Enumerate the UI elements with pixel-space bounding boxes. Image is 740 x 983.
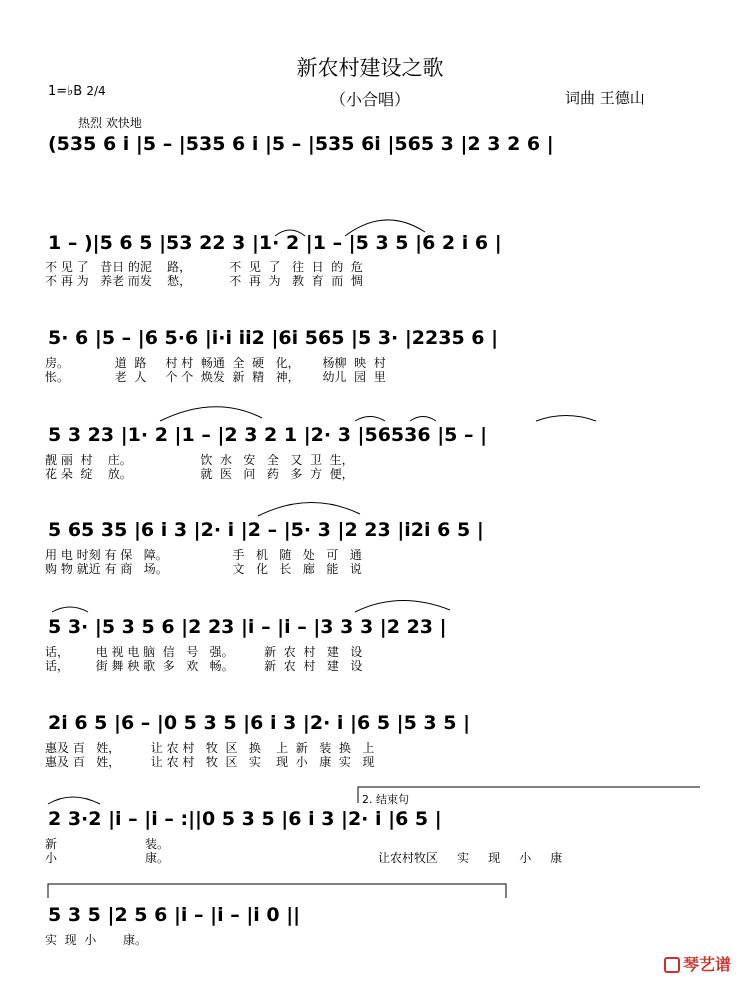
slur-mark bbox=[48, 797, 100, 804]
watermark-text: 琴艺谱 bbox=[683, 955, 732, 974]
lyrics-row-6-verse-2: 话， 街 舞 秧 歌 多 欢 畅。 新 农 村 建 设 bbox=[45, 659, 363, 673]
lyrics-row-6-verse-1: 话， 电 视 电 脑 信 号 强。 新 农 村 建 设 bbox=[45, 645, 363, 659]
notation-row-4: 5 3 23 |1· 2 |1 – |2 3 2 1 |2· 3 |56536 |5 – | bbox=[48, 424, 488, 446]
lyrics-row-2-verse-1: 不 见 了 昔日 的泥 路， 不 见 了 往 日 的 危 bbox=[45, 260, 363, 274]
notation-row-6: 5 3· |5 3 5 6 |2 23 |i – |i – |3 3 3 |2 23 | bbox=[48, 616, 447, 638]
lyrics-row-4-verse-2: 花 朵 绽 放。 就 医 问 药 多 方 便， bbox=[45, 467, 354, 481]
slur-mark bbox=[258, 502, 360, 516]
slur-mark bbox=[52, 607, 88, 612]
lyrics-row-7-verse-1: 惠及 百 姓， 让 农 村 牧 区 换 上 新 装 换 上 bbox=[45, 741, 375, 755]
lyrics-row-5-verse-1: 用 电 时刻 有 保 障。 手 机 随 处 可 通 bbox=[45, 548, 362, 562]
time-signature: 2/4 bbox=[86, 84, 106, 98]
notation-row-3: 5· 6 |5 – |6 5·6 |i·i ii2 |6i 565 |5 3· |2235 6 | bbox=[48, 327, 499, 349]
lyrics-row-9-verse-1: 实 现 小 康。 bbox=[45, 933, 147, 947]
lyrics-row-7-verse-2: 惠及 百 姓， 让 农 村 牧 区 实 现 小 康 实 现 bbox=[45, 755, 375, 769]
lyrics-row-8-verse-2: 小 bbox=[45, 851, 58, 865]
slur-mark bbox=[355, 600, 450, 612]
notation-row-8: 2 3·2 |i – |i – :||0 5 3 5 |6 i 3 |2· i |6 5 | bbox=[48, 808, 442, 830]
notation-row-7: 2i 6 5 |6 – |0 5 3 5 |6 i 3 |2· i |6 5 |5 3 5 | bbox=[48, 712, 471, 734]
song-subtitle: （小合唱） bbox=[329, 90, 410, 109]
notation-row-9: 5 3 5 |2 5 6 |i – |i – |i 0 || bbox=[48, 904, 301, 926]
notation-row-5: 5 65 35 |6 i 3 |2· i |2 – |5· 3 |2 23 |i2i 6 5 | bbox=[48, 519, 484, 541]
lyrics-row-2-verse-2: 不 再 为 养老 而发 愁， 不 再 为 教 育 而 惆 bbox=[45, 274, 363, 288]
lyrics-row-3-verse-1: 房。 道 路 村 村 畅通 全 硬 化， 杨柳 映 村 bbox=[45, 356, 386, 370]
slur-mark bbox=[160, 407, 262, 421]
logo-icon bbox=[664, 957, 680, 973]
notation-row-2: 1 – )|5 6 5 |53 22 3 |1· 2 |1 – |5 3 5 |6 2 i 6 | bbox=[48, 232, 502, 254]
ending-bracket bbox=[358, 787, 700, 803]
song-title: 新农村建设之歌 bbox=[296, 56, 444, 80]
coda-bracket bbox=[48, 884, 506, 898]
watermark-logo bbox=[664, 952, 731, 975]
author-credit: 词曲 王德山 bbox=[565, 89, 645, 107]
lyrics-row-8-verse-1: 新 bbox=[45, 837, 58, 851]
key-signature bbox=[48, 84, 106, 99]
slur-mark bbox=[410, 417, 436, 422]
slur-mark bbox=[355, 417, 385, 422]
lyrics-row-8-verse-2b: 康。 bbox=[145, 851, 170, 865]
key-text: 1=♭B bbox=[48, 84, 83, 99]
ending-label: 2. 结束句 bbox=[362, 793, 409, 806]
lyrics-row-8-ending: 让农村牧区 实 现 小 康 bbox=[378, 851, 563, 865]
tempo-marking: 热烈 欢快地 bbox=[78, 116, 142, 130]
lyrics-row-5-verse-2: 购 物 就近 有 商 场。 文 化 长 廊 能 说 bbox=[45, 562, 362, 576]
notation-row-1: (535 6 i |5 – |535 6 i |5 – |535 6i |565 3 |2 3 2 6 | bbox=[48, 133, 554, 155]
lyrics-row-8-verse-1b: 装。 bbox=[145, 837, 170, 851]
lyrics-row-4-verse-1: 靓 丽 村 庄。 饮 水 安 全 又 卫 生， bbox=[45, 453, 354, 467]
lyrics-row-3-verse-2: 怅。 老 人 个 个 焕发 新 精 神， 幼儿 园 里 bbox=[45, 370, 386, 384]
slur-mark bbox=[536, 416, 596, 422]
